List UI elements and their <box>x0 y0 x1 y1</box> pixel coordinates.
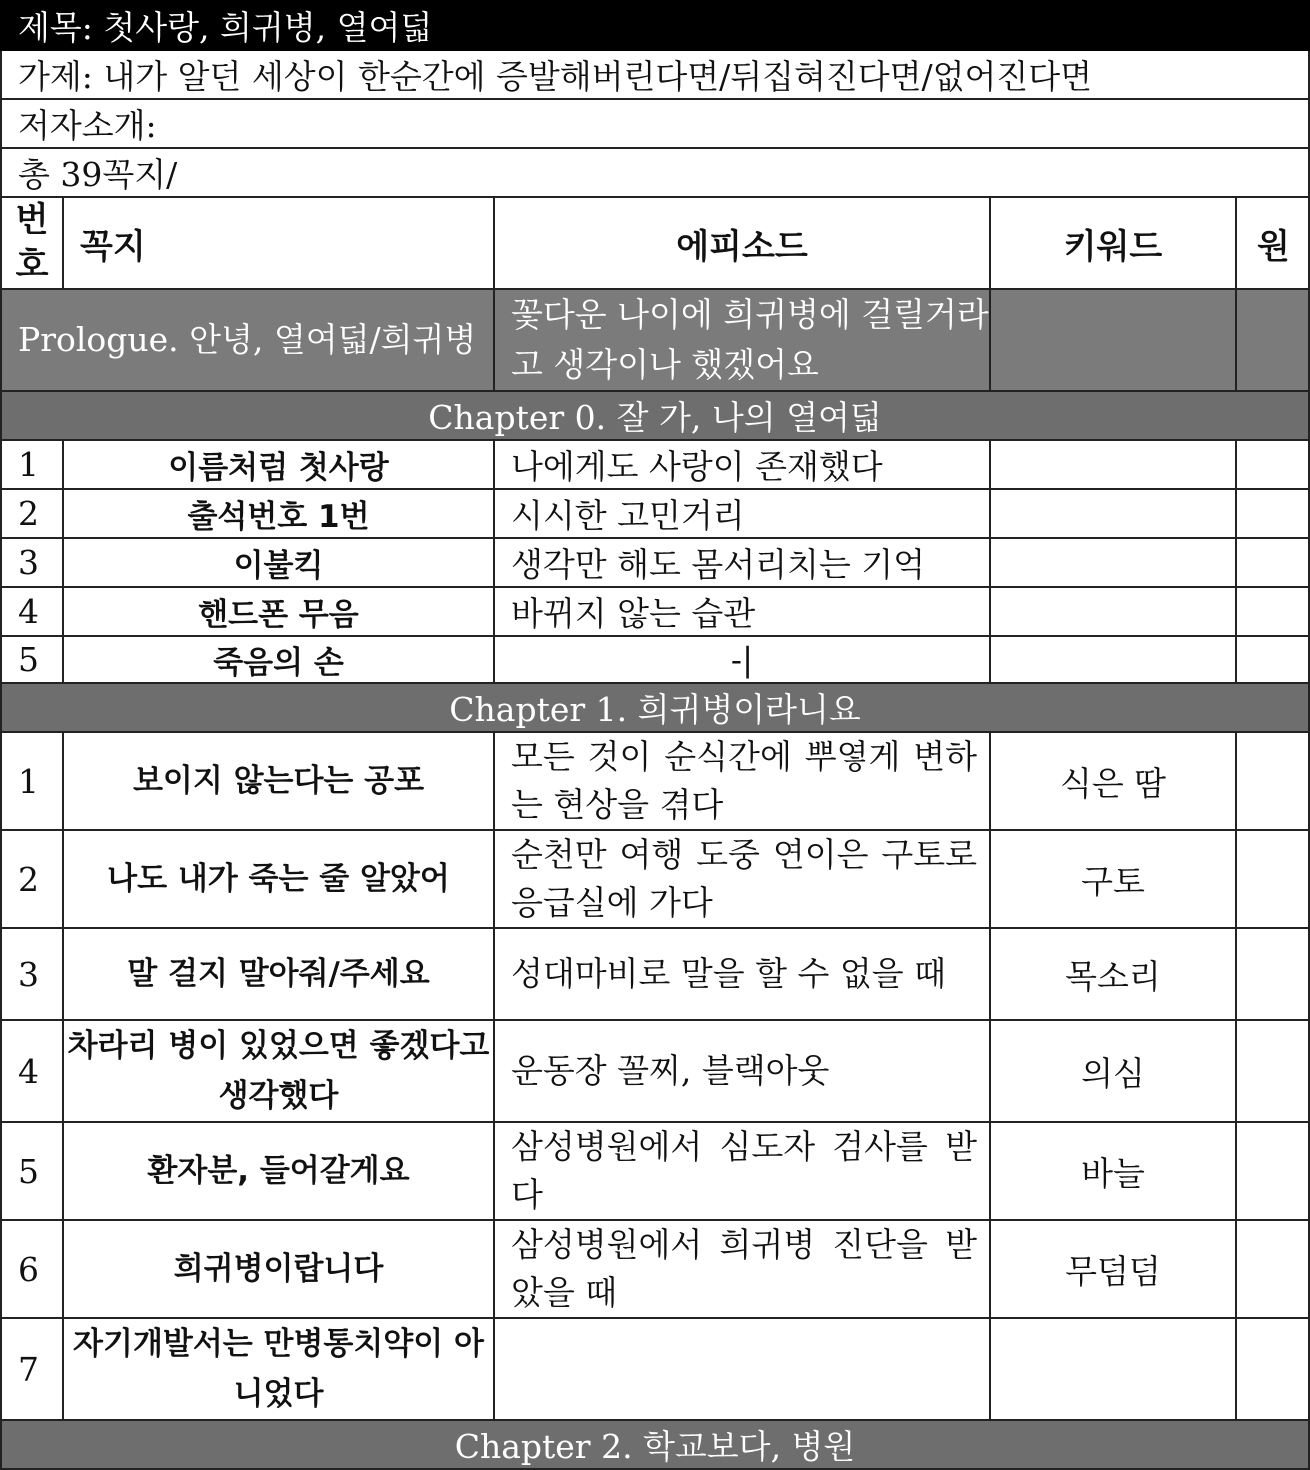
table-row <box>1 1020 1309 1122</box>
working-title: 가제: 내가 알던 세상이 한순간에 증발해버린다면/뒤집혀진다면/없어진다면 <box>1 50 1309 99</box>
row-keyword: 바늘 <box>990 1122 1236 1220</box>
header-number: 번호 <box>1 197 63 289</box>
row-episode: 나에게도 사랑이 존재했다 <box>494 440 990 489</box>
row-episode: 순천만 여행 도중 연이은 구토로 응급실에 가다 <box>494 830 990 928</box>
table-row <box>1 732 1309 830</box>
chapter-heading: Chapter 0. 잘 가, 나의 열여덟 <box>1 391 1309 440</box>
row-number: 6 <box>1 1220 63 1318</box>
row-keyword <box>990 538 1236 587</box>
row-title: 환자분, 들어갈게요 <box>63 1122 494 1220</box>
row-title: 자기개발서는 만병통치약이 아니었다 <box>63 1318 494 1420</box>
row-title: 희귀병이랍니다 <box>63 1220 494 1318</box>
row-number: 3 <box>1 538 63 587</box>
row-number: 2 <box>1 830 63 928</box>
row-extra <box>1236 1318 1309 1420</box>
row-title: 이름처럼 첫사랑 <box>63 440 494 489</box>
row-extra <box>1236 587 1309 636</box>
row-extra <box>1236 928 1309 1020</box>
table-row <box>1 440 1309 489</box>
row-number: 1 <box>1 732 63 830</box>
header-title: 꼭지 <box>63 197 494 289</box>
row-extra <box>1236 1020 1309 1122</box>
prologue-row <box>1 289 1309 391</box>
header-episode: 에피소드 <box>494 197 990 289</box>
row-keyword: 무덤덤 <box>990 1220 1236 1318</box>
prologue-keyword <box>990 289 1236 391</box>
row-number: 7 <box>1 1318 63 1420</box>
row-episode <box>494 1318 990 1420</box>
row-extra <box>1236 440 1309 489</box>
row-extra <box>1236 636 1309 683</box>
row-extra <box>1236 489 1309 538</box>
row-episode: 운동장 꼴찌, 블랙아웃 <box>494 1020 990 1122</box>
row-extra <box>1236 732 1309 830</box>
table-row <box>1 587 1309 636</box>
row-episode: 삼성병원에서 희귀병 진단을 받았을 때 <box>494 1220 990 1318</box>
chapter-heading: Chapter 2. 학교보다, 병원 <box>1 1420 1309 1469</box>
row-keyword <box>990 440 1236 489</box>
row-title: 핸드폰 무음 <box>63 587 494 636</box>
row-title: 이불킥 <box>63 538 494 587</box>
row-keyword <box>990 489 1236 538</box>
row-episode: 바뀌지 않는 습관 <box>494 587 990 636</box>
row-extra <box>1236 538 1309 587</box>
header-keyword: 키워드 <box>990 197 1236 289</box>
row-episode: 생각만 해도 몸서리치는 기억 <box>494 538 990 587</box>
row-keyword: 식은 땀 <box>990 732 1236 830</box>
row-number: 4 <box>1 587 63 636</box>
row-episode: 삼성병원에서 심도자 검사를 받다 <box>494 1122 990 1220</box>
table-row <box>1 1318 1309 1420</box>
row-keyword: 구토 <box>990 830 1236 928</box>
total-count: 총 39꼭지/ <box>1 148 1309 197</box>
table-row <box>1 830 1309 928</box>
author-intro: 저자소개: <box>1 99 1309 148</box>
header-extra: 원 <box>1236 197 1309 289</box>
row-number: 5 <box>1 1122 63 1220</box>
row-title: 보이지 않는다는 공포 <box>63 732 494 830</box>
row-title: 차라리 병이 있었으면 좋겠다고 생각했다 <box>63 1020 494 1122</box>
prologue-extra <box>1236 289 1309 391</box>
row-extra <box>1236 1220 1309 1318</box>
row-keyword <box>990 1318 1236 1420</box>
row-episode: 모든 것이 순식간에 뿌옇게 변하는 현상을 겪다 <box>494 732 990 830</box>
table-row <box>1 538 1309 587</box>
row-number: 3 <box>1 928 63 1020</box>
table-row <box>1 928 1309 1020</box>
book-title: 제목: 첫사랑, 희귀병, 열여덟 <box>1 1 1309 50</box>
table-row <box>1 636 1309 683</box>
row-episode: 성대마비로 말을 할 수 없을 때 <box>494 928 990 1020</box>
row-extra <box>1236 830 1309 928</box>
row-title: 출석번호 1번 <box>63 489 494 538</box>
table-row <box>1 1122 1309 1220</box>
row-extra <box>1236 1122 1309 1220</box>
row-keyword <box>990 587 1236 636</box>
row-keyword: 의심 <box>990 1020 1236 1122</box>
chapter-heading: Chapter 1. 희귀병이라니요 <box>1 683 1309 732</box>
row-episode: -| <box>494 636 990 683</box>
prologue-episode: 꽃다운 나이에 희귀병에 걸릴거라고 생각이나 했겠어요 <box>494 289 990 391</box>
row-number: 5 <box>1 636 63 683</box>
row-title: 말 걸지 말아줘/주세요 <box>63 928 494 1020</box>
row-number: 2 <box>1 489 63 538</box>
row-title: 나도 내가 죽는 줄 알았어 <box>63 830 494 928</box>
row-episode: 시시한 고민거리 <box>494 489 990 538</box>
table-row <box>1 1220 1309 1318</box>
prologue-title: Prologue. 안녕, 열여덟/희귀병 <box>1 289 494 391</box>
row-number: 1 <box>1 440 63 489</box>
table-row <box>1 489 1309 538</box>
row-keyword: 목소리 <box>990 928 1236 1020</box>
header-row <box>1 197 1309 289</box>
row-number: 4 <box>1 1020 63 1122</box>
row-keyword <box>990 636 1236 683</box>
row-title: 죽음의 손 <box>63 636 494 683</box>
